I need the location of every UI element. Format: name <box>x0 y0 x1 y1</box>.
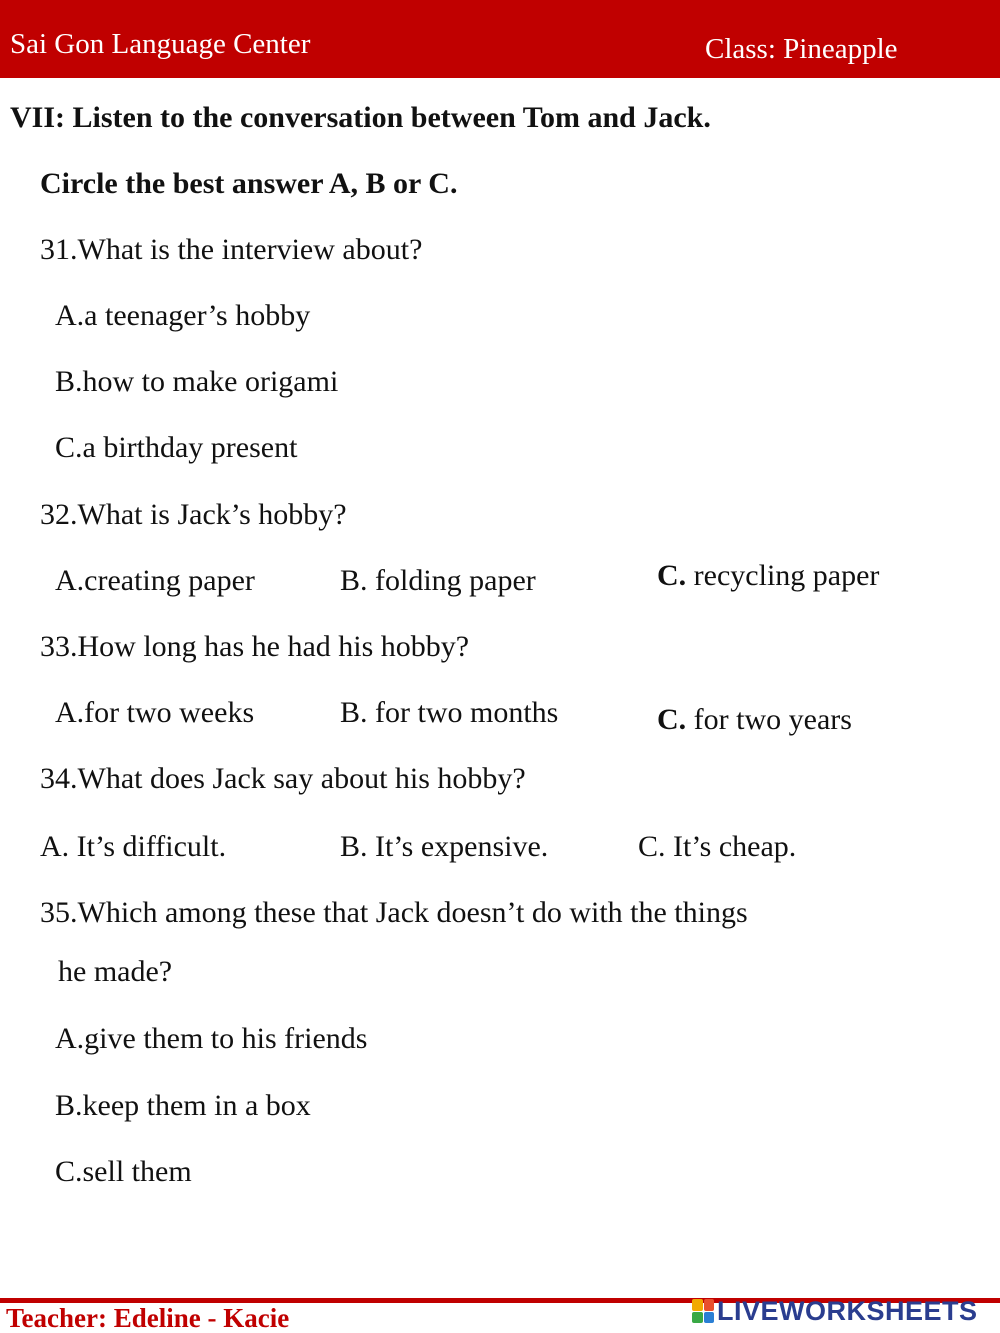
q34-option-a[interactable]: A. It’s difficult. <box>40 830 227 863</box>
q35-option-b[interactable]: B.keep them in a box <box>55 1089 311 1122</box>
class-label: Class: Pineapple <box>705 33 898 65</box>
liveworksheets-logo <box>692 1297 978 1325</box>
section-instruction: Circle the best answer A, B or C. <box>40 167 458 200</box>
q32-option-c-letter: C. <box>657 559 687 592</box>
header-bar <box>0 0 1000 78</box>
q32-option-a[interactable]: A.creating paper <box>55 564 255 597</box>
question-31: 31.What is the interview about? <box>40 233 423 266</box>
q35-option-a[interactable]: A.give them to his friends <box>55 1022 368 1055</box>
question-35: 35.Which among these that Jack doesn’t do with the things <box>40 896 748 929</box>
liveworksheets-brand: LIVEWORKSHEETS <box>717 1295 978 1326</box>
q32-option-c[interactable] <box>657 561 879 591</box>
liveworksheets-icon <box>692 1299 714 1323</box>
q31-option-a[interactable]: A.a teenager’s hobby <box>55 299 311 332</box>
q33-option-c-text: for two years <box>693 703 852 736</box>
q33-option-c[interactable] <box>657 705 852 735</box>
q34-option-b[interactable]: B. It’s expensive. <box>340 830 549 863</box>
q33-option-a[interactable]: A.for two weeks <box>55 696 255 729</box>
question-34: 34.What does Jack say about his hobby? <box>40 762 526 795</box>
question-33: 33.How long has he had his hobby? <box>40 630 470 663</box>
q33-option-b[interactable]: B. for two months <box>340 696 559 729</box>
center-name: Sai Gon Language Center <box>10 28 311 60</box>
q35-option-c[interactable]: C.sell them <box>55 1155 192 1188</box>
q32-option-c-text: recycling paper <box>693 559 880 592</box>
question-32: 32.What is Jack’s hobby? <box>40 498 347 531</box>
q32-option-b[interactable]: B. folding paper <box>340 564 536 597</box>
question-35-continued: he made? <box>58 955 173 988</box>
section-title: VII: Listen to the conversation between Tom and Jack. <box>10 101 711 134</box>
q34-option-c[interactable]: C. It’s cheap. <box>638 830 797 863</box>
q31-option-b[interactable]: B.how to make origami <box>55 365 339 398</box>
q33-option-c-letter: C. <box>657 703 687 736</box>
teacher-name: Teacher: Edeline - Kacie <box>6 1303 290 1333</box>
q31-option-c[interactable]: C.a birthday present <box>55 431 298 464</box>
